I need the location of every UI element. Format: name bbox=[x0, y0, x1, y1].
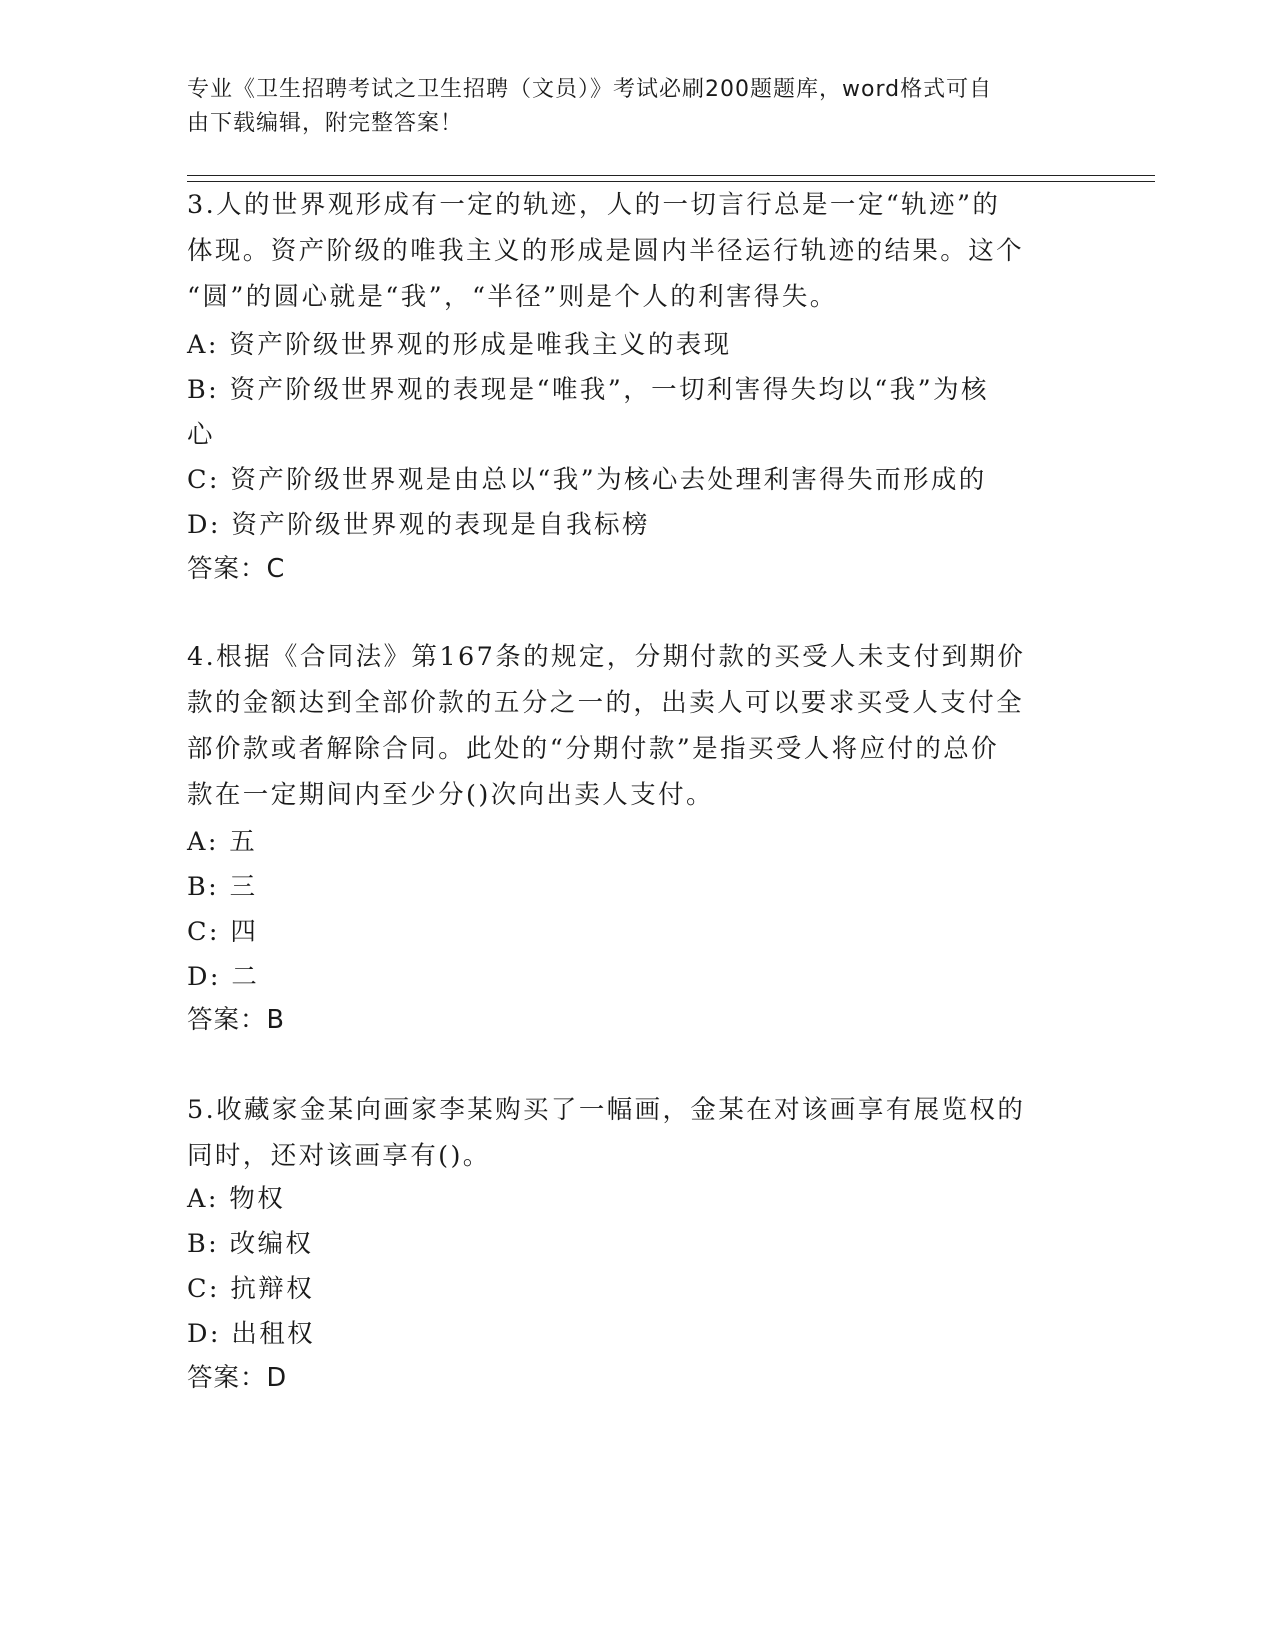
question-3-answer: 答案：C bbox=[187, 554, 286, 584]
question-5-line-2: 同时，还对该画享有()。 bbox=[187, 1141, 491, 1171]
question-4-option-d: D: 二 bbox=[187, 962, 260, 992]
question-5-option-d: D: 出租权 bbox=[187, 1319, 316, 1349]
question-4-text bbox=[187, 634, 1067, 818]
question-5-text bbox=[187, 1087, 1067, 1179]
question-3-text bbox=[187, 182, 1067, 320]
question-4-line-2: 款的金额达到全部价款的五分之一的，出卖人可以要求买受人支付全 bbox=[187, 688, 1025, 718]
question-4-line-1: 4.根据《合同法》第167条的规定，分期付款的买受人未支付到期价 bbox=[187, 642, 1026, 672]
question-3-option-d: D: 资产阶级世界观的表现是自我标榜 bbox=[187, 510, 650, 540]
question-4-option-a: A: 五 bbox=[187, 827, 258, 857]
question-3-option-b-cont: 心 bbox=[187, 420, 215, 450]
question-5-answer: 答案：D bbox=[187, 1363, 288, 1393]
question-4-option-c: C: 四 bbox=[187, 917, 259, 947]
header-line-2: 由下载编辑，附完整答案！ bbox=[187, 111, 464, 136]
question-3-line-3: “圆”的圆心就是“我”，“半径”则是个人的利害得失。 bbox=[187, 282, 838, 312]
header-line-1: 专业《卫生招聘考试之卫生招聘（文员）》考试必刷200题题库，word格式可自 bbox=[187, 77, 993, 102]
question-3-line-1: 3.人的世界观形成有一定的轨迹，人的一切言行总是一定“轨迹”的 bbox=[187, 190, 1001, 220]
question-5-option-c: C: 抗辩权 bbox=[187, 1274, 315, 1304]
question-4-line-3: 部价款或者解除合同。此处的“分期付款”是指买受人将应付的总价 bbox=[187, 734, 1000, 764]
question-3-option-c: C: 资产阶级世界观是由总以“我”为核心去处理利害得失而形成的 bbox=[187, 465, 987, 495]
header-divider-top bbox=[187, 175, 1155, 176]
question-3-line-2: 体现。资产阶级的唯我主义的形成是圆内半径运行轨迹的结果。这个 bbox=[187, 236, 1025, 266]
question-3-option-a: A: 资产阶级世界观的形成是唯我主义的表现 bbox=[187, 330, 732, 360]
document-header bbox=[187, 73, 1067, 141]
question-5-option-b: B: 改编权 bbox=[187, 1229, 314, 1259]
question-4-answer: 答案：B bbox=[187, 1005, 285, 1035]
question-4-line-4: 款在一定期间内至少分()次向出卖人支付。 bbox=[187, 780, 714, 810]
question-4-option-b: B: 三 bbox=[187, 872, 258, 902]
question-3-option-b: B: 资产阶级世界观的表现是“唯我”，一切利害得失均以“我”为核 bbox=[187, 375, 989, 405]
question-5-option-a: A: 物权 bbox=[187, 1184, 286, 1214]
question-5-line-1: 5.收藏家金某向画家李某购买了一幅画，金某在对该画享有展览权的 bbox=[187, 1095, 1026, 1125]
